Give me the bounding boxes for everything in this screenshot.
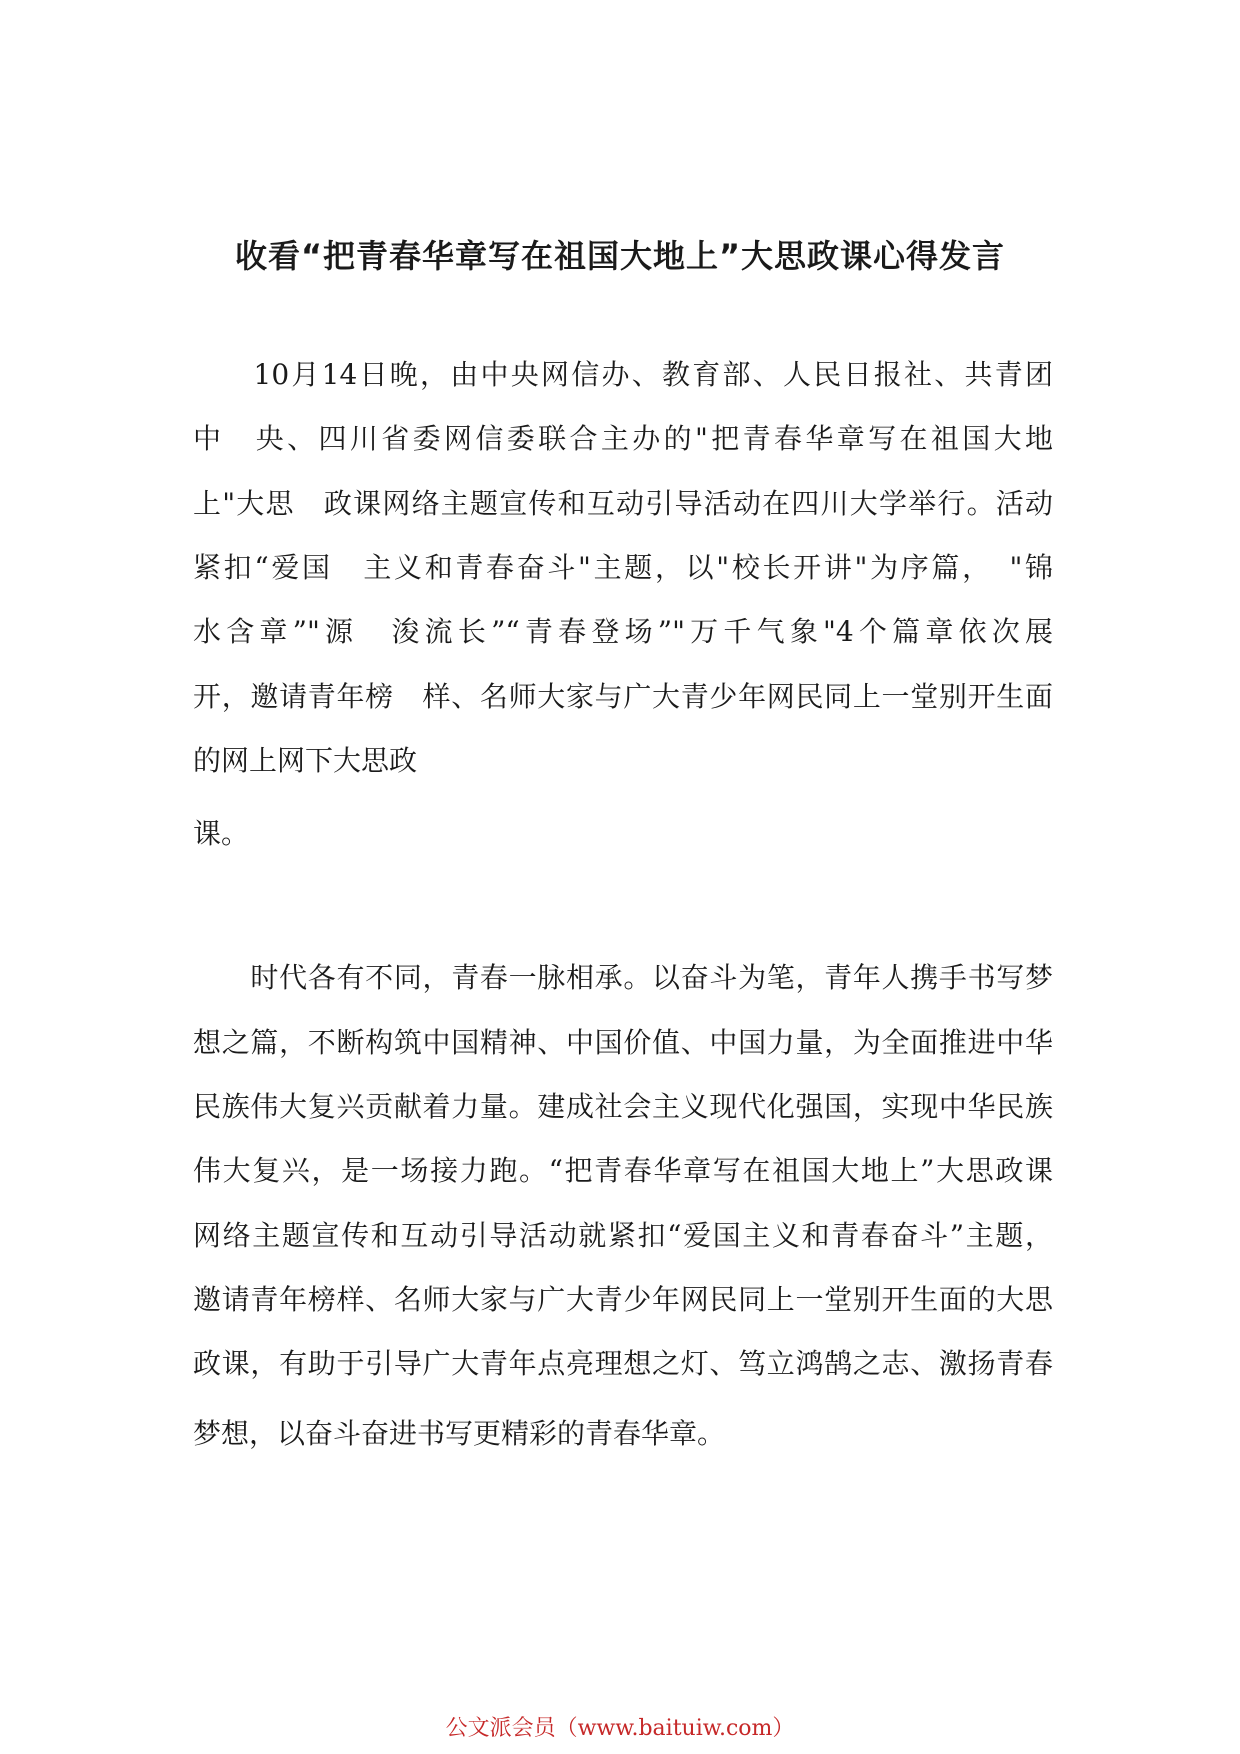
paragraph-2-line-3: 民族伟大复兴贡献着力量。建成社会主义现代化强国，实现中华民族 xyxy=(193,1090,1053,1123)
paragraph-2-line-8: 梦想，以奋斗奋进书写更精彩的青春华章。 xyxy=(193,1417,726,1450)
paragraph-2-line-5: 网络主题宣传和互动引导活动就紧扣“爱国主义和青春奋斗”主题， xyxy=(193,1219,1053,1252)
paragraph-1-line-1: 10月14日晚，由中央网信办、教育部、人民日报社、共青团 xyxy=(193,358,1053,391)
paragraph-1-line-6: 开，邀请青年榜 样、名师大家与广大青少年网民同上一堂别开生面 xyxy=(193,680,1053,713)
paragraph-2-line-2: 想之篇，不断构筑中国精神、中国价值、中国力量，为全面推进中华 xyxy=(193,1026,1053,1059)
paragraph-2-line-7: 政课，有助于引导广大青年点亮理想之灯、笃立鸿鹄之志、激扬青春 xyxy=(193,1347,1053,1380)
paragraph-1-line-3: 上"大思 政课网络主题宣传和互动引导活动在四川大学举行。活动 xyxy=(193,487,1053,520)
document-title: 收看“把青春华章写在祖国大地上”大思政课心得发言 xyxy=(234,237,1006,275)
paragraph-1-line-5: 水含章”"源 浚流长”“青春登场”"万千气象"4个篇章依次展 xyxy=(193,615,1053,648)
paragraph-2-line-4: 伟大复兴，是一场接力跑。“把青春华章写在祖国大地上”大思政课 xyxy=(193,1154,1053,1187)
paragraph-1-line-4: 紧扣“爱国 主义和青春奋斗"主题，以"校长开讲"为序篇， "锦 xyxy=(193,551,1053,584)
paragraph-2-line-1: 时代各有不同，青春一脉相承。以奋斗为笔，青年人携手书写梦 xyxy=(193,961,1053,994)
footer-watermark: 公文派会员（www.baituiw.com） xyxy=(445,1716,795,1741)
paragraph-1-line-8: 课。 xyxy=(193,817,250,850)
paragraph-2-line-6: 邀请青年榜样、名师大家与广大青少年网民同上一堂别开生面的大思 xyxy=(193,1283,1053,1316)
paragraph-1-line-2: 中 央、四川省委网信委联合主办的"把青春华章写在祖国大地 xyxy=(193,422,1053,455)
paragraph-1-line-7: 的网上网下大思政 xyxy=(193,744,418,777)
